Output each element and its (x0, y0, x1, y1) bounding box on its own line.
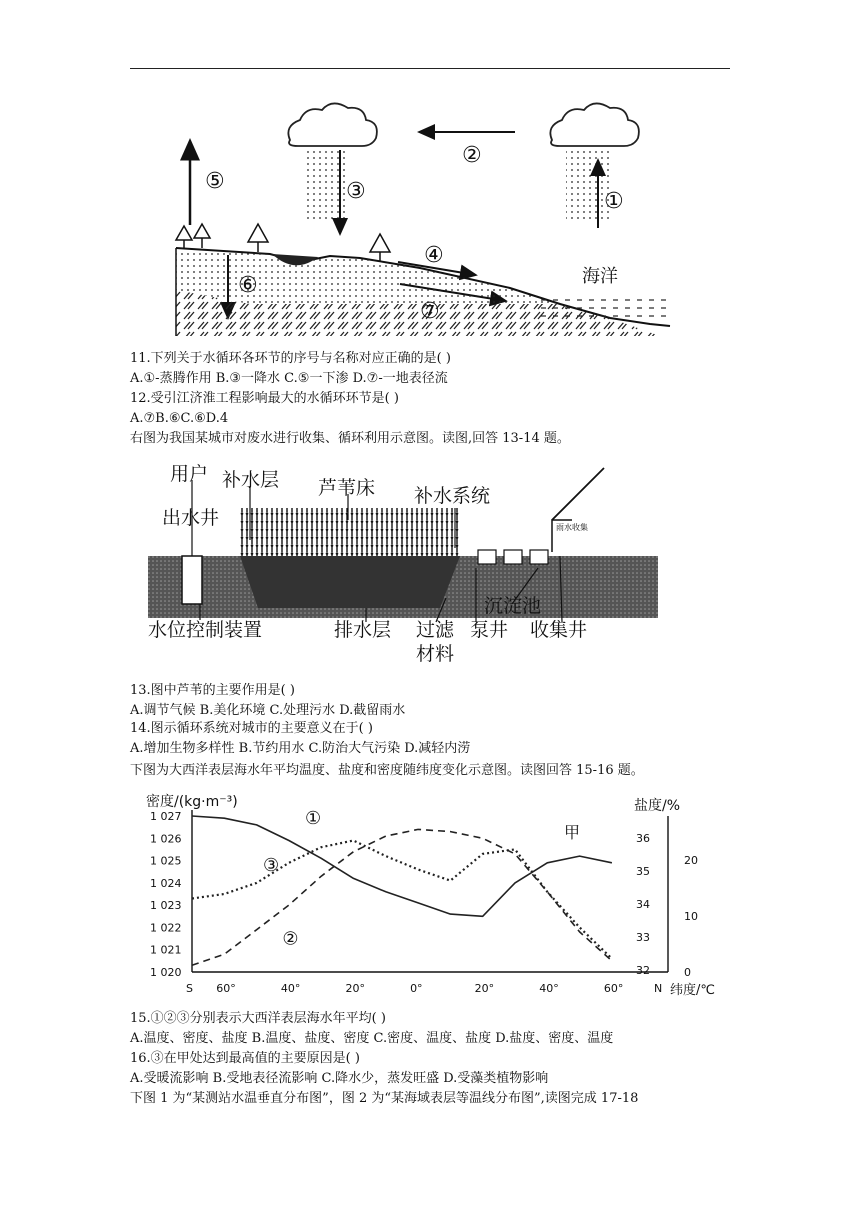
temperature-tick-label: 20 (684, 854, 698, 867)
y-tick-label: 1 021 (150, 943, 182, 957)
x-tick-label: S (186, 982, 193, 995)
label-settle: 沉淀池 (484, 595, 542, 617)
q12-stem: 12.受引江济淮工程影响最大的水循环环节是( ) (130, 391, 399, 406)
density-axis-label: 密度/(kg·m⁻³) (146, 794, 238, 810)
series-label-2: ② (282, 928, 299, 950)
label-7: ⑦ (420, 299, 440, 324)
x-tick-label: 20° (345, 982, 365, 995)
salinity-tick-label: 35 (636, 865, 650, 878)
label-5: ⑤ (205, 169, 225, 194)
q16-stem: 16.③在甲处达到最高值的主要原因是( ) (130, 1051, 360, 1066)
label-buffer: 补水层 (222, 469, 280, 491)
series-line-1 (192, 816, 612, 916)
q15-stem: 15.①②③分别表示大西洋表层海水年平均( ) (130, 1011, 386, 1026)
y-tick-label: 1 026 (150, 832, 182, 846)
salinity-tick-label: 34 (636, 898, 650, 911)
label-3: ③ (346, 179, 366, 204)
x-axis-label: 纬度/℃ (670, 983, 715, 998)
salinity-tick-label: 36 (636, 832, 650, 845)
label-6: ⑥ (238, 273, 258, 298)
label-reed: 芦苇床 (318, 477, 376, 499)
intro-15-16: 下图为大西洋表层海水年平均温度、盐度和密度随纬度变化示意图。读图回答 15-16 题。 (130, 763, 644, 778)
temperature-tick-label: 10 (684, 910, 698, 923)
label-user: 用户 (170, 463, 209, 485)
chart-ticks (150, 810, 698, 995)
label-small: 雨水收集 (556, 523, 588, 532)
label-filter-1: 过滤 (416, 619, 455, 641)
y-tick-label: 1 025 (150, 854, 182, 868)
chart-series (192, 808, 612, 965)
q12-options: A.⑦B.⑥C.⑥D.4 (130, 411, 229, 426)
q11-options: A.①-蒸腾作用 B.③一降水 C.⑤一下渗 D.⑦-一地表径流 (130, 371, 448, 386)
y-tick-label: 1 020 (150, 966, 182, 979)
x-tick-label: 0° (410, 982, 423, 995)
label-outlet: 出水井 (162, 507, 220, 529)
q14-stem: 14.图示循环系统对城市的主要意义在于( ) (130, 721, 373, 736)
label-4: ④ (424, 243, 444, 268)
q15-options: A.温度、密度、盐度 B.温度、盐度、密度 C.密度、温度、盐度 D.盐度、密度、温度 (130, 1031, 614, 1046)
x-tick-label: 40° (539, 982, 559, 995)
label-2: ② (462, 143, 482, 168)
label-pump: 泵井 (470, 619, 509, 641)
label-collect: 收集井 (530, 619, 588, 641)
series-line-3 (192, 841, 612, 959)
y-tick-label: 1 022 (150, 921, 182, 935)
series-label-3: ③ (263, 855, 280, 877)
label-1: ① (604, 189, 624, 214)
label-filter-2: 材料 (416, 643, 455, 665)
y-tick-label: 1 027 (150, 810, 182, 823)
label-supply: 补水系统 (414, 485, 491, 507)
x-tick-label: 60° (603, 982, 624, 995)
intro-13-14: 右图为我国某城市对废水进行收集、循环利用示意图。读图,回答 13-14 题。 (130, 431, 570, 446)
salinity-tick-label: 32 (636, 964, 650, 977)
salinity-tick-label: 33 (636, 931, 650, 944)
q16-options: A.受暖流影响 B.受地表径流影响 C.降水少，蒸发旺盛 D.受藻类植物影响 (130, 1071, 549, 1086)
intro-17-18: 下图 1 为“某测站水温垂直分布图”，图 2 为“某海域表层等温线分布图”,读图完成 17-18 (130, 1091, 639, 1106)
series-label-1: ① (305, 808, 322, 830)
annotation-jia: 甲 (564, 823, 581, 842)
q14-options: A.增加生物多样性 B.节约用水 C.防治大气污染 D.减轻内涝 (130, 741, 471, 756)
y-tick-label: 1 024 (150, 876, 182, 890)
y-tick-label: 1 023 (150, 899, 182, 913)
x-tick-label: 20° (474, 982, 495, 995)
temperature-tick-label: 0 (684, 966, 691, 979)
x-tick-label: 60° (216, 982, 236, 995)
label-control: 水位控制装置 (148, 619, 263, 641)
q13-options: A.调节气候 B.美化环境 C.处理污水 D.截留雨水 (130, 703, 406, 718)
label-ocean: 海洋 (582, 266, 618, 287)
q13-stem: 13.图中芦苇的主要作用是( ) (130, 683, 295, 698)
label-drain: 排水层 (334, 619, 392, 641)
salinity-axis-label: 盐度/% (634, 798, 681, 814)
x-tick-label: 40° (280, 982, 301, 995)
x-tick-label: N (654, 982, 663, 995)
q11-stem: 11.下列关于水循环各环节的序号与名称对应正确的是( ) (130, 351, 451, 366)
